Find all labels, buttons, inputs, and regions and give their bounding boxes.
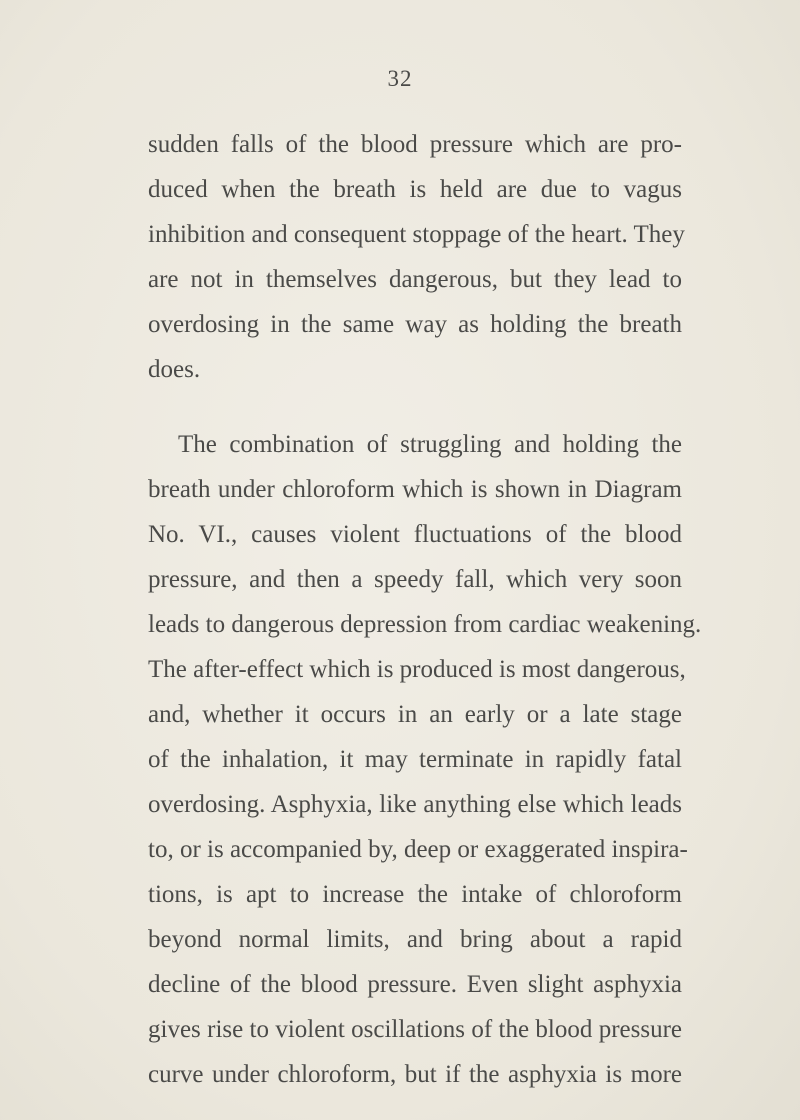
text-line: of the inhalation, it may terminate in rapidly fatal xyxy=(148,746,682,773)
text-line: leads to dangerous depression from cardiac weakening. xyxy=(148,611,702,638)
text-line: No. VI., causes violent fluctuations of the blood xyxy=(148,521,682,548)
text-line: are not in themselves dangerous, but they lead to xyxy=(148,266,682,293)
text-line: to, or is accompanied by, deep or exaggerated inspira- xyxy=(148,836,688,863)
text-line: does. xyxy=(148,356,201,383)
text-line: gives rise to violent oscillations of the blood pressure xyxy=(148,1016,682,1043)
page-number: 32 xyxy=(387,66,413,91)
text-line: curve under chloroform, but if the asphyxia is more xyxy=(148,1061,682,1088)
text-line: inhibition and consequent stoppage of the heart. They xyxy=(148,221,685,248)
text-line: decline of the blood pressure. Even slight asphyxia xyxy=(148,971,682,998)
text-line: The combination of struggling and holding the xyxy=(178,431,682,458)
text-line: The after-effect which is produced is most dangerous, xyxy=(148,656,686,683)
text-line: overdosing in the same way as holding the breath xyxy=(148,311,682,338)
text-line: duced when the breath is held are due to vagus xyxy=(148,176,682,203)
text-line: sudden falls of the blood pressure which are pro- xyxy=(148,131,682,158)
text-line: overdosing. Asphyxia, like anything else which leads xyxy=(148,791,682,818)
text-line: beyond normal limits, and bring about a rapid xyxy=(148,926,682,953)
text-line: tions, is apt to increase the intake of chloroform xyxy=(148,881,682,908)
text-line: pressure, and then a speedy fall, which very soon xyxy=(148,566,682,593)
text-line: and, whether it occurs in an early or a late stage xyxy=(148,701,682,728)
text-line: breath under chloroform which is shown in Diagram xyxy=(148,476,682,503)
